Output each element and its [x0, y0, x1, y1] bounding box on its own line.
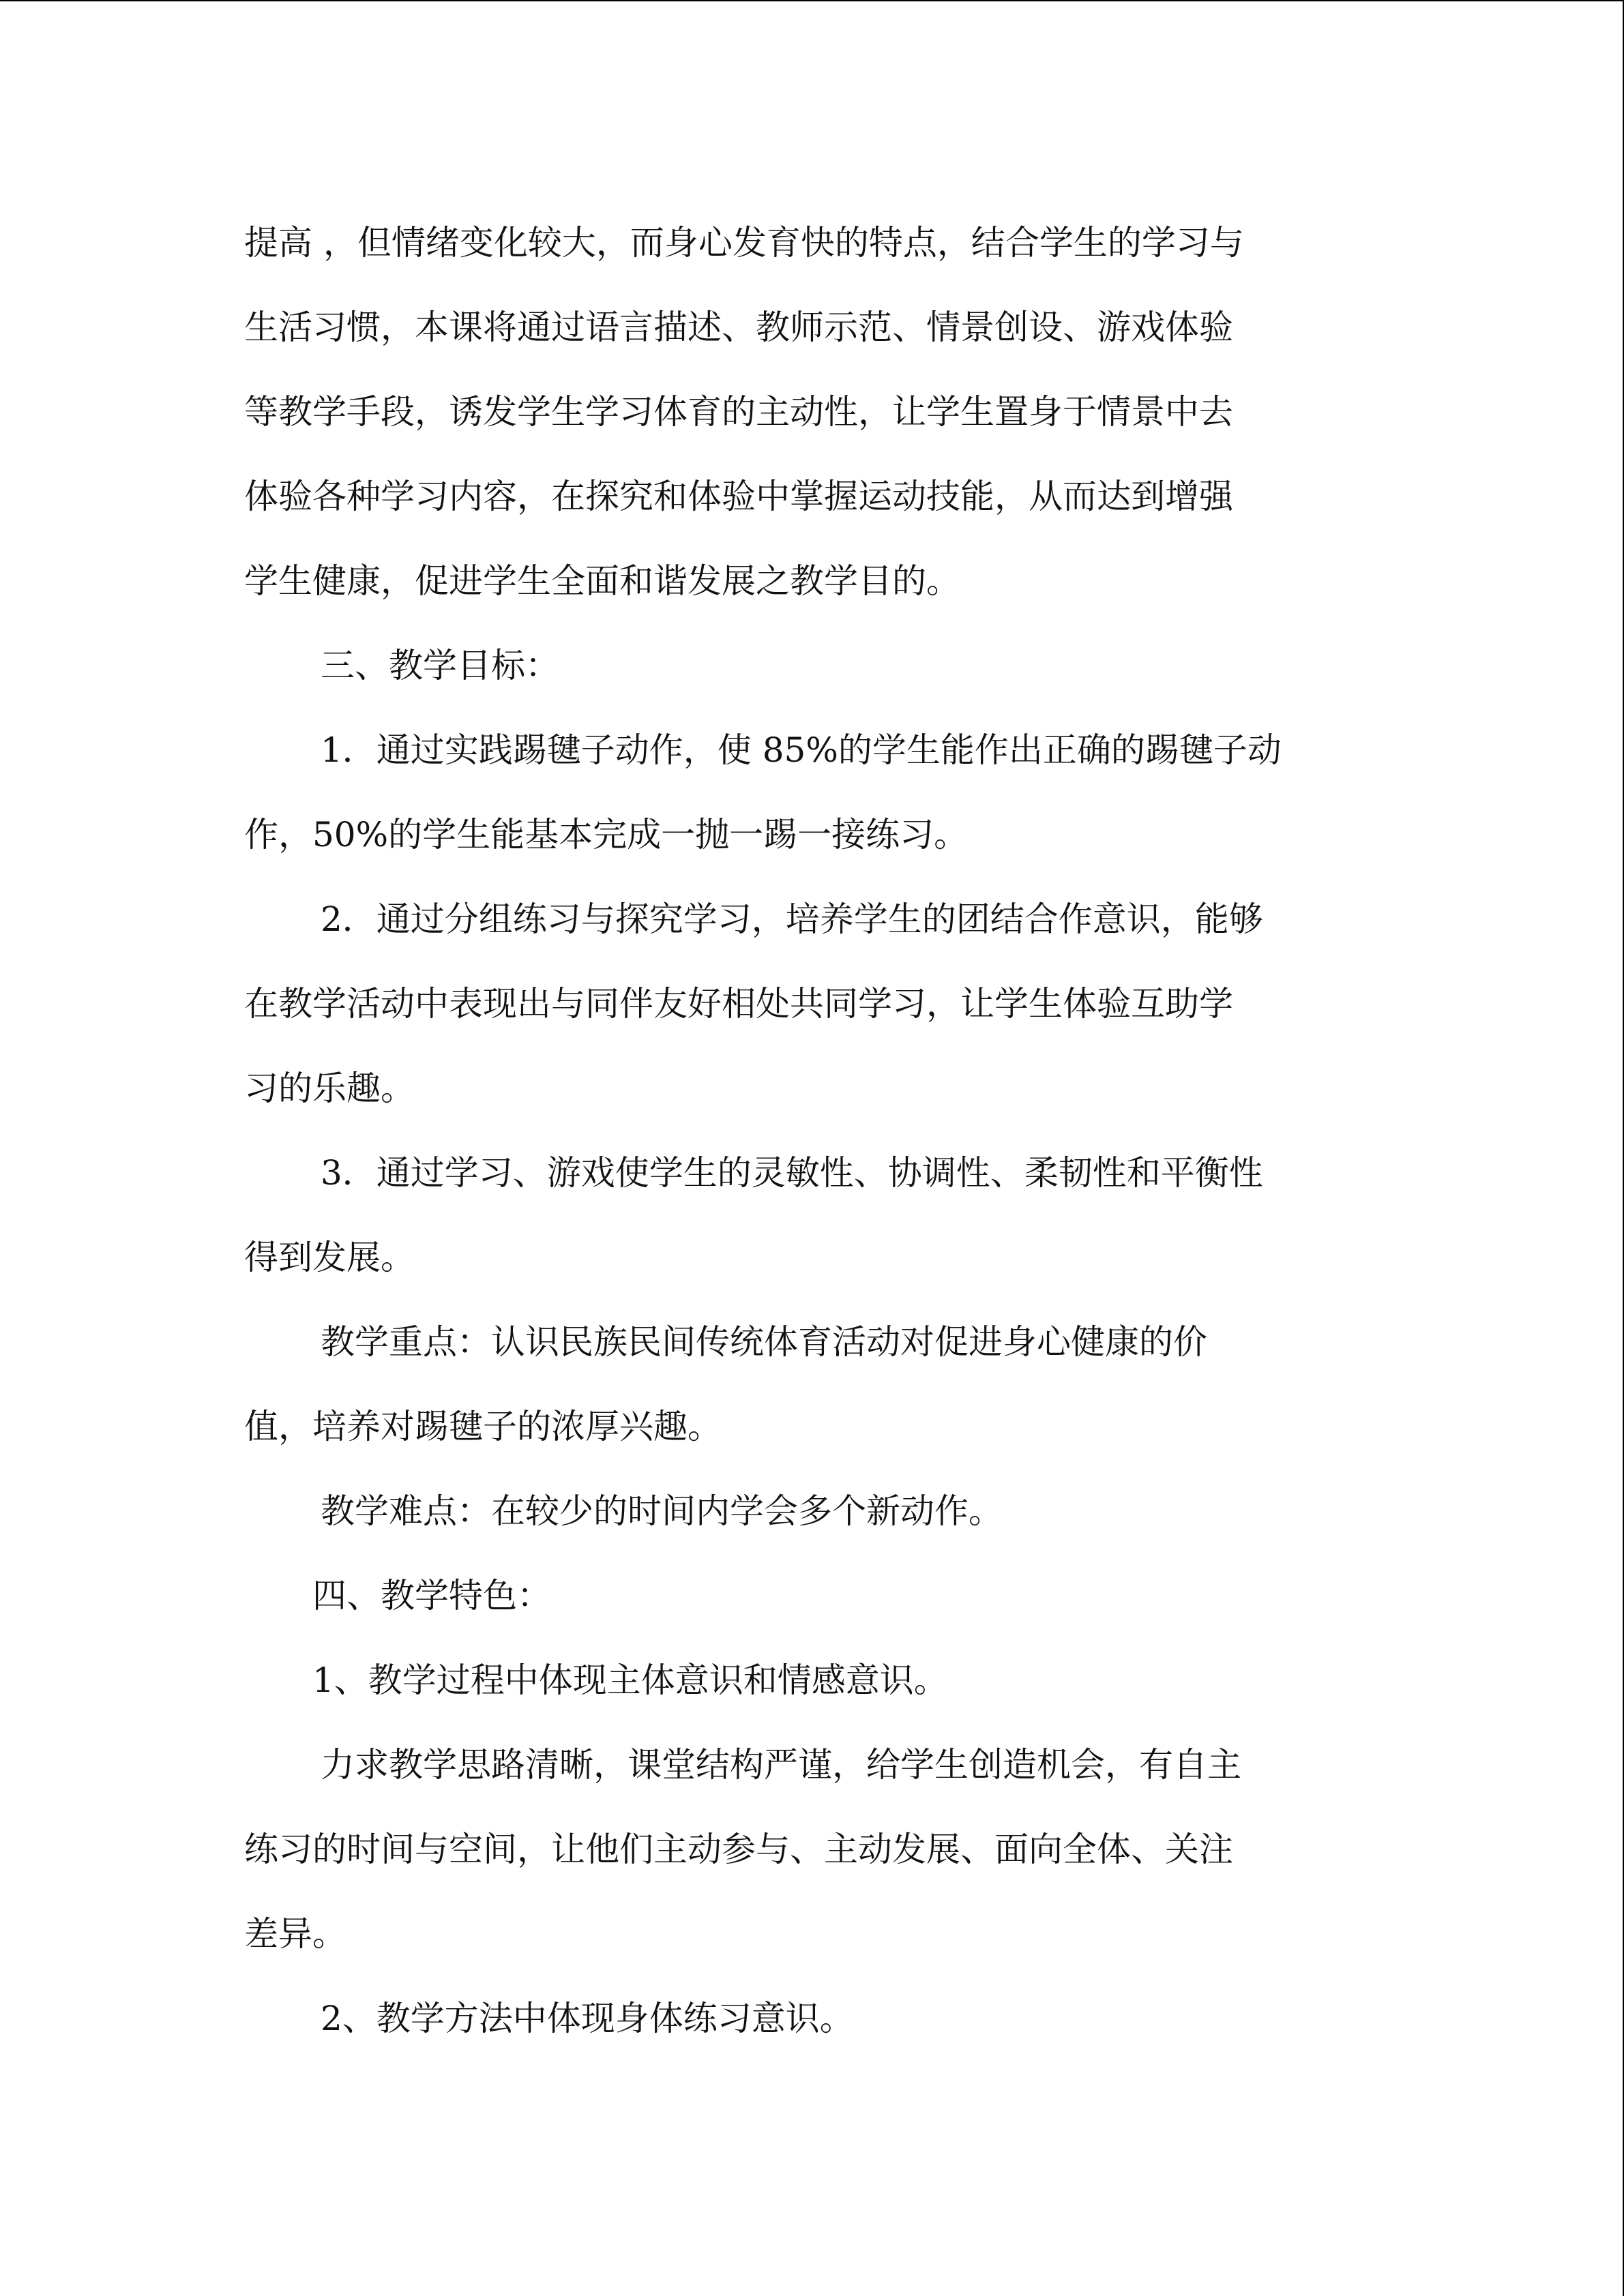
section-heading: 四、教学特色：	[312, 1576, 551, 1615]
paragraph-line: 力求教学思路清晰，课堂结构严谨，给学生创造机会，有自主	[321, 1745, 1241, 1785]
paragraph-line: 学生健康，促进学生全面和谐发展之教学目的。	[244, 561, 960, 601]
paragraph-line: 生活习惯，本课将通过语言描述、教师示范、情景创设、游戏体验	[244, 308, 1233, 347]
paragraph-line: 体验各种学习内容，在探究和体验中掌握运动技能，从而达到增强	[244, 477, 1233, 516]
paragraph-line: 3．通过学习、游戏使学生的灵敏性、协调性、柔韧性和平衡性	[321, 1153, 1263, 1193]
paragraph-line: 1．通过实践踢毽子动作，使 85%的学生能作出正确的踢毽子动	[321, 730, 1282, 770]
paragraph-line: 差异。	[244, 1914, 346, 1954]
paragraph-line: 练习的时间与空间，让他们主动参与、主动发展、面向全体、关注	[244, 1830, 1233, 1869]
paragraph-line: 值，培养对踢毽子的浓厚兴趣。	[244, 1407, 722, 1446]
paragraph-line: 在教学活动中表现出与同伴友好相处共同学习，让学生体验互助学	[244, 984, 1233, 1024]
paragraph-line: 作，50%的学生能基本完成一抛一踢一接练习。	[244, 815, 969, 854]
paragraph-line: 教学难点：在较少的时间内学会多个新动作。	[321, 1491, 1003, 1531]
paragraph-line: 习的乐趣。	[244, 1069, 415, 1108]
paragraph-line: 等教学手段，诱发学生学习体育的主动性，让学生置身于情景中去	[244, 392, 1233, 432]
body-text	[244, 200, 1390, 2061]
paragraph-line: 教学重点：认识民族民间传统体育活动对促进身心健康的价	[321, 1322, 1207, 1362]
paragraph-line: 2．通过分组练习与探究学习，培养学生的团结合作意识，能够	[321, 899, 1263, 939]
paragraph-line: 得到发展。	[244, 1238, 415, 1277]
paragraph-line: 提高 ，但情绪变化较大，而身心发育快的特点，结合学生的学习与	[244, 223, 1244, 263]
section-heading: 三、教学目标：	[321, 646, 559, 685]
paragraph-line: 1、教学过程中体现主体意识和情感意识。	[312, 1660, 948, 1700]
paragraph-line: 2、教学方法中体现身体练习意识。	[321, 1999, 854, 2038]
